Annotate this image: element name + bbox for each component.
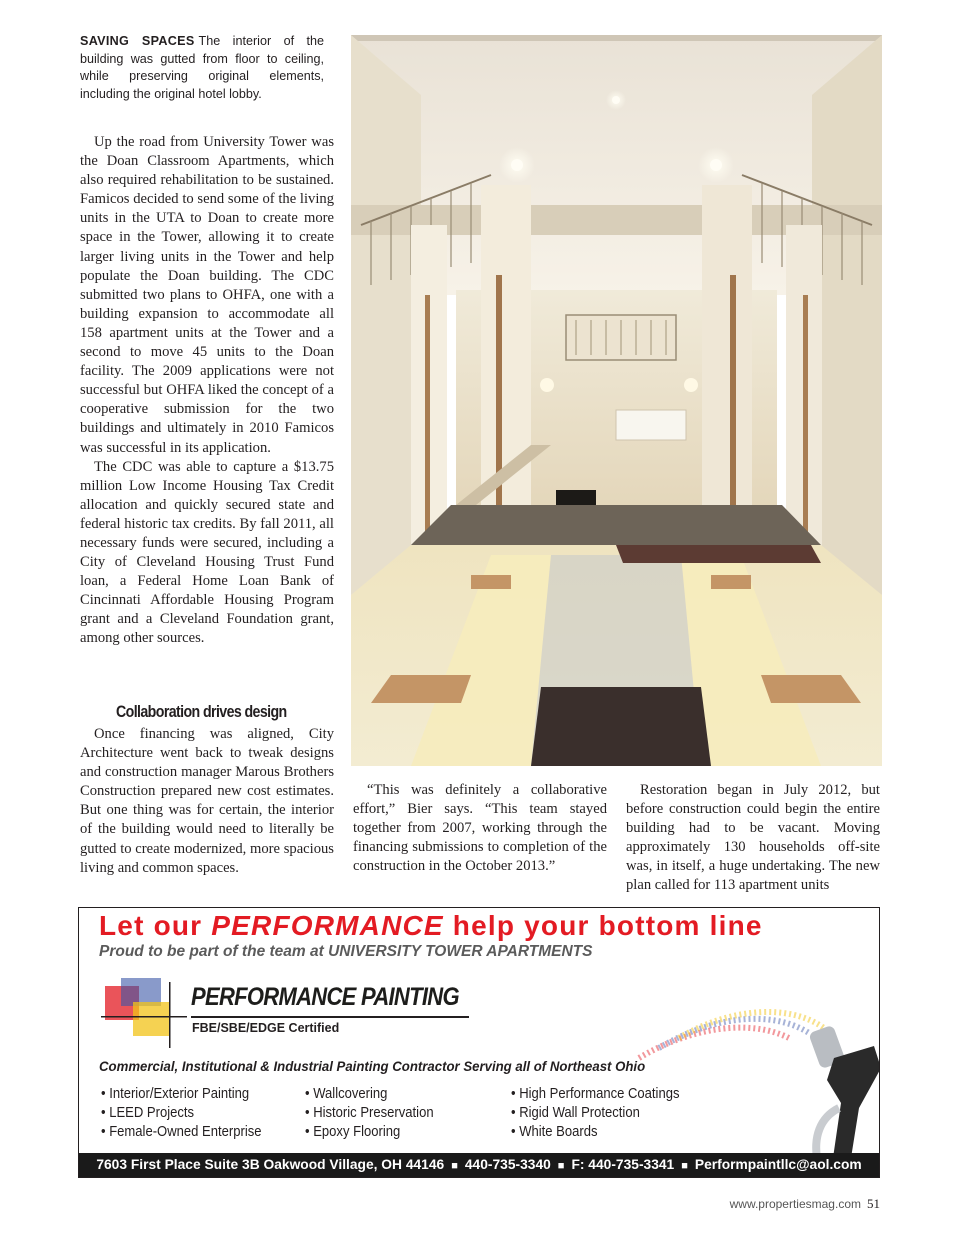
ad-headline	[99, 910, 763, 942]
service-item: • Rigid Wall Protection	[511, 1104, 680, 1123]
service-item: • Wallcovering	[305, 1085, 434, 1104]
website-link[interactable]: www.propertiesmag.com	[729, 1197, 861, 1211]
service-item: • White Boards	[511, 1123, 680, 1142]
page-folio	[730, 1196, 880, 1212]
caption-text: The interior of the building was gutted from floor to ceiling, while preserving original elements, including the original hotel lobby.	[80, 34, 324, 101]
service-item: • Historic Preservation	[305, 1104, 434, 1123]
service-item: • LEED Projects	[101, 1104, 262, 1123]
section-heading: Collaboration drives design	[116, 703, 287, 721]
certification: FBE/SBE/EDGE Certified	[192, 1021, 340, 1035]
paragraph: Once financing was aligned, City Architecture went back to tweak designs and construction manager Marous Brothers Construction prepared new cost estimates. But one thing was for certain, the interior of the building would need to literally be gutted to create modernized, more spacious living and common spaces.	[80, 726, 334, 876]
spray-gun-icon	[619, 998, 880, 1158]
separator-icon: ■	[681, 1160, 688, 1172]
ad-contact-bar	[79, 1153, 879, 1177]
brand-name: PERFORMANCE PAINTING	[191, 983, 459, 1011]
paragraph: Restoration began in July 2012, but before construction could begin the entire building had to be vacant. Moving approximately 130 households off-site was, in itself, a huge undertaking. The new plan called for 113 apartment units	[626, 782, 880, 894]
ad-headline-emphasis: PERFORMANCE	[211, 910, 444, 941]
ad-headline-post: help your bottom line	[443, 910, 763, 941]
ad-phone: 440-735-3340	[464, 1157, 551, 1172]
ad-email: Performpaintllc@aol.com	[694, 1157, 862, 1172]
services-list-2	[305, 1085, 434, 1143]
ad-tagline: Commercial, Institutional & Industrial Painting Contractor Serving all of Northeast Ohio	[99, 1059, 646, 1075]
separator-icon: ■	[451, 1160, 458, 1172]
paragraph: The CDC was able to capture a $13.75 million Low Income Housing Tax Credit allocation and quickly secured state and federal historic tax credits. By fall 2011, all necessary funds were secured, including a City of Cleveland Housing Trust Fund loan, a Federal Home Loan Bank of Cincinnati Affordable Housing Program grant and a Cleveland Foundation grant, among other sources.	[80, 458, 334, 647]
page-number: 51	[867, 1196, 880, 1211]
ad-fax: F: 440-735-3341	[571, 1157, 675, 1172]
caption-lead: SAVING SPACES	[80, 34, 195, 48]
lobby-photo	[351, 35, 882, 766]
service-item: • Interior/Exterior Painting	[101, 1085, 262, 1104]
service-item: • Female-Owned Enterprise	[101, 1123, 262, 1142]
paragraph: “This was definitely a collaborative effort,” Bier says. “This team stayed together from 2007, working through the financing submissions to completion of the construction in the October 2013.”	[353, 782, 607, 875]
article-column-1b	[80, 725, 334, 878]
paragraph: Up the road from University Tower was the Doan Classroom Apartments, which also required rehabilitation to be sustained. Famicos decided to send some of the living units in the UTA to Doan to create more space in the Tower, allowing it to create larger living units in the Tower and help populate the Doan building. The CDC submitted two plans to OHFA, one with a building expansion to accommodate all 158 apartment units at the Tower and a second to move 45 units to the Doan facility. The 2009 applications were not successful but OHFA liked the concept of a cooperative submission for the two buildings and ultimately in 2010 Famicos was successful in its application.	[80, 134, 334, 456]
service-item: • Epoxy Flooring	[305, 1123, 434, 1142]
article-column-1	[80, 133, 334, 649]
ad-address: 7603 First Place Suite 3B Oakwood Village, OH 44146	[96, 1157, 445, 1172]
ad-subline: Proud to be part of the team at UNIVERSITY TOWER APARTMENTS	[99, 943, 593, 960]
article-column-3	[626, 781, 880, 896]
ad-headline-pre: Let our	[99, 910, 212, 941]
brand-divider	[191, 1016, 469, 1018]
services-list-1	[101, 1085, 262, 1143]
performance-painting-ad	[78, 907, 880, 1178]
article-column-2	[353, 781, 607, 876]
photo-caption	[80, 33, 324, 103]
separator-icon: ■	[557, 1160, 565, 1172]
service-item: • High Performance Coatings	[511, 1085, 680, 1104]
